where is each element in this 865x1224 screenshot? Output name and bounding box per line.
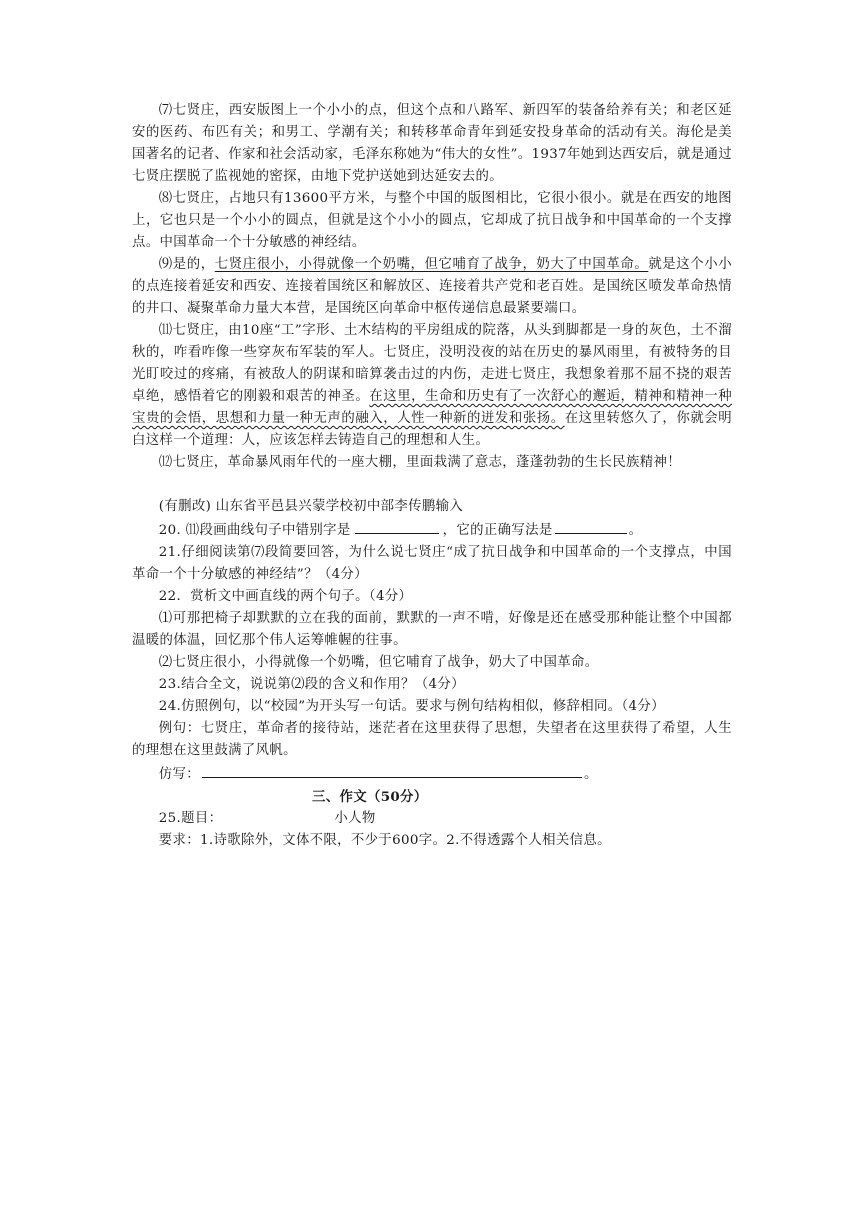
- question-21: 21.仔细阅读第⑺段简要回答，为什么说七贤庄“成了抗日战争和中国革命的一个支撑点，中国革命一个十分敏感的神经结”？（4分）: [132, 545, 732, 582]
- requirement-part-b: 于600字。2.不得透露个人相关信息。: [378, 833, 611, 848]
- question-25: [132, 808, 732, 830]
- composition-title: 小人物: [334, 811, 376, 826]
- composition-heading: 三、作文（50分）: [312, 789, 428, 805]
- question-20-text-a: 20. ⑾段画: [158, 523, 227, 538]
- question-23: 23.结合全文，说说第⑵段的含义和作用？（4分）: [158, 677, 465, 692]
- question-20-text-d: 。: [628, 523, 643, 538]
- question-20-text-b: 曲线句子中错别字是: [226, 523, 351, 538]
- question-22-sentence-1: ⑴可那把椅子却默默的立在我的面前，默默的一声不啃，好像是还在感受那种能让整个中国都温暖的体温，回忆那个伟人运筹帷幄的往事。: [132, 611, 732, 648]
- paragraph-9-underlined-sentence: 七贤庄很小，小得就像一个奶嘴，但它哺育了战争，奶大了中国革命。: [214, 257, 649, 272]
- answer-blank-correction[interactable]: [555, 518, 627, 534]
- paragraph-12: ⑿七贤庄，革命暴风雨年代的一座大棚，里面栽满了意志，蓬蓬勃勃的生长民族精神！: [158, 455, 681, 470]
- answer-blank-imitation[interactable]: [202, 762, 582, 778]
- question-20-text-c: ，它的正确写法是: [442, 523, 553, 538]
- requirement-part-a: 要求：1.诗歌除外，文体不限，不少: [158, 833, 379, 848]
- question-22-sentence-2: ⑵七贤庄很小，小得就像一个奶嘴，但它哺育了战争，奶大了中国革命。: [158, 655, 599, 670]
- paragraph-11-part-a: ⑾七贤庄，由10座“工”字形、土木结构的平房组成的院落，从头到脚都是一身的灰色，土不溜秋的，咋看咋像一些穿灰布军装的军人。七贤庄，没明没夜的站在历史的暴风雨里，有被特务的目光盯咬过的疼痛，有被敌人的阴谋和暗算袭击过的内伤，走进七贤庄，我想象着那不屈不挠的艰苦卓绝，感悟着它的刚毅和艰苦的神圣。: [132, 323, 732, 404]
- paragraph-11: [132, 320, 732, 452]
- document-page: [132, 100, 732, 852]
- answer-blank-typo[interactable]: [355, 518, 439, 534]
- paragraph-11-part-b: 在这里转悠久了，你就会明白这样一个道理：人，应该怎样去铸造自己的理想和人生。: [132, 411, 732, 448]
- paragraph-9-prefix: ⑼是的，: [158, 257, 215, 272]
- paragraph-11-wavy-sentence: 在这里，生命和历史有了一次舒心的邂逅，精神和精神一种宝贵的会悟，思想和力量一种无声的融入，人性一种新的迸发和张扬。: [132, 389, 732, 426]
- question-24-write-line: [132, 762, 732, 786]
- question-22: 22．赏析文中画直线的两个句子。（4分）: [158, 589, 413, 604]
- spacer: [132, 474, 732, 496]
- paragraph-8: ⑻七贤庄，占地只有13600平方米，与整个中国的版图相比，它很小很小。就是在西安的地图上，它也只是一个小小的圆点，但就是这个小小的圆点，它却成了抗日战争和中国革命的一个支撑点。中国革命一个十分敏感的神经结。: [132, 191, 732, 250]
- question-20: [132, 518, 732, 542]
- question-24-example: 例句：七贤庄，革命者的接待站，迷茫者在这里获得了思想，失望者在这里获得了希望，人生的理想在这里鼓满了风帆。: [132, 721, 732, 758]
- write-end: 。: [584, 767, 598, 782]
- composition-requirements: [132, 830, 732, 852]
- question-25-label: 25.题目：: [158, 811, 223, 826]
- paragraph-9: [132, 254, 732, 320]
- write-label: 仿写：: [158, 767, 201, 782]
- question-24: 24.仿照例句，以“校园”为开头写一句话。要求与例句结构相似，修辞相同。（4分）: [158, 699, 665, 714]
- paragraph-7: ⑺七贤庄，西安版图上一个小小的点，但这个点和八路军、新四军的装备给养有关；和老区延安的医药、布匹有关；和男工、学潮有关；和转移革命青年到延安投身革命的活动有关。海伦是美国著名的记者、作家和社会活动家，毛泽东称她为“伟大的女性”。1937年她到达西安后，就是通过七贤庄摆脱了监视她的密探，由地下党护送她到达延安去的。: [132, 103, 732, 184]
- paragraph-9-rest: 就是这个小小的点连接着延安和西安、连接着国统区和解放区、连接着共产党和老百姓。是国统区喷发革命热情的井口、凝聚革命力量大本营，是国统区向革命中枢传递信息最紧要端口。: [132, 257, 732, 316]
- source-note: (有删改) 山东省平邑县兴蒙学校初中部李传鹏输入: [158, 499, 464, 514]
